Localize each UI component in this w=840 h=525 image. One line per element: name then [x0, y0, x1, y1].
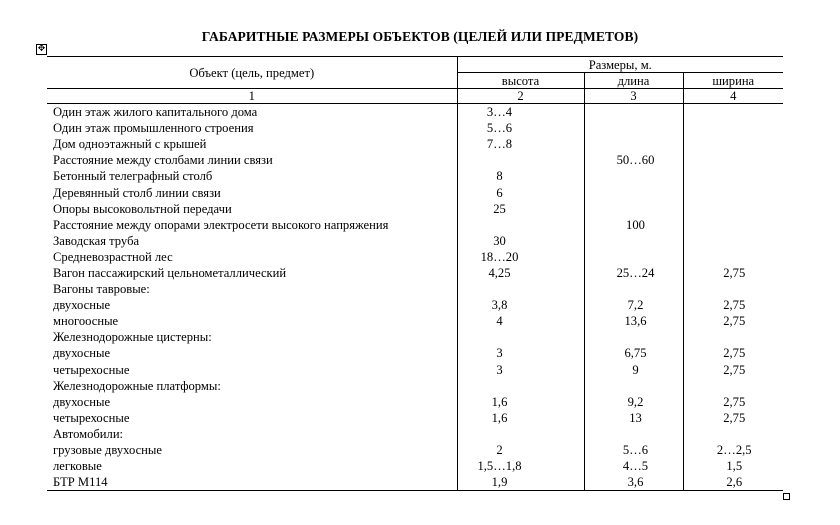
table-row — [47, 201, 783, 217]
width-cell — [683, 217, 783, 233]
width-cell: 2…2,5 — [716, 443, 752, 458]
width-cell: 2,75 — [723, 362, 746, 377]
object-cell: Бетонный телеграфный столб — [47, 168, 457, 184]
header-sizes-label: Размеры, м. — [588, 57, 652, 72]
length-cell — [584, 426, 683, 442]
object-cell: Вагон пассажирский цельнометаллический — [47, 265, 457, 281]
width-cell: 2,75 — [723, 410, 746, 425]
width-cell: 2,75 — [723, 394, 746, 409]
table-row — [47, 297, 783, 313]
object-cell: Один этаж промышленного строения — [47, 120, 457, 136]
object-cell: многоосные — [47, 313, 457, 329]
table-row — [47, 410, 783, 426]
length-cell — [584, 329, 683, 345]
width-cell: 2,75 — [723, 298, 746, 313]
object-cell: четырехосные — [47, 410, 457, 426]
length-cell — [584, 281, 683, 297]
height-cell — [457, 426, 584, 442]
col-number-1: 1 — [47, 89, 457, 104]
width-cell: 2,75 — [723, 346, 746, 361]
table-row — [47, 152, 783, 168]
height-cell — [457, 281, 584, 297]
length-cell: 25…24 — [584, 265, 683, 281]
table-row — [47, 249, 783, 265]
length-cell: 4…5 — [584, 458, 683, 474]
width-cell — [683, 201, 783, 217]
object-cell: Деревянный столб линии связи — [47, 184, 457, 200]
col-number-2: 2 — [457, 89, 584, 104]
length-cell — [584, 184, 683, 200]
object-cell: Один этаж жилого капитального дома — [47, 104, 457, 121]
length-cell — [584, 249, 683, 265]
height-cell: 2 — [457, 442, 584, 458]
height-cell — [457, 329, 584, 345]
table-row — [47, 136, 783, 152]
length-cell — [584, 104, 683, 121]
width-cell — [683, 281, 783, 297]
object-cell: двухосные — [47, 345, 457, 361]
length-cell — [584, 120, 683, 136]
table-row — [47, 120, 783, 136]
object-cell: легковые — [47, 458, 457, 474]
height-cell: 4 — [457, 313, 584, 329]
height-cell: 1,6 — [457, 410, 584, 426]
table-row — [47, 442, 783, 458]
width-cell: 1,5 — [726, 459, 743, 474]
table-row — [47, 378, 783, 394]
height-cell: 1,6 — [457, 394, 584, 410]
length-cell: 13 — [584, 410, 683, 426]
length-cell: 6,75 — [584, 345, 683, 361]
length-cell — [584, 201, 683, 217]
height-cell — [457, 378, 584, 394]
width-cell: 2,75 — [723, 314, 746, 329]
width-cell — [683, 104, 783, 121]
col-number-3: 3 — [584, 89, 683, 104]
col-number-4: 4 — [683, 89, 783, 104]
table-row — [47, 426, 783, 442]
length-cell: 9 — [584, 362, 683, 378]
table-resize-handle[interactable] — [783, 493, 790, 500]
height-cell: 8 — [457, 168, 584, 184]
table-row — [47, 345, 783, 361]
length-cell — [584, 136, 683, 152]
height-cell: 30 — [457, 233, 584, 249]
table-row — [47, 394, 783, 410]
table-row — [47, 458, 783, 474]
height-cell: 1,9 — [457, 474, 584, 491]
header-object: Объект (цель, предмет) — [47, 57, 457, 89]
table-row — [47, 474, 783, 491]
table-row — [47, 313, 783, 329]
table-row — [47, 233, 783, 249]
length-cell: 100 — [584, 217, 683, 233]
width-cell: 2,75 — [723, 265, 746, 280]
table-row — [47, 168, 783, 184]
width-cell — [683, 120, 783, 136]
height-cell: 3,8 — [457, 297, 584, 313]
height-cell: 3 — [457, 345, 584, 361]
height-cell: 6 — [457, 184, 584, 200]
length-cell — [584, 233, 683, 249]
length-cell: 5…6 — [584, 442, 683, 458]
width-cell — [683, 168, 783, 184]
object-cell: Автомобили: — [47, 426, 457, 442]
height-cell: 18…20 — [457, 249, 584, 265]
object-cell: Железнодорожные платформы: — [47, 378, 457, 394]
object-cell: грузовые двухосные — [47, 442, 457, 458]
length-cell: 9,2 — [584, 394, 683, 410]
table-body — [47, 104, 783, 491]
table-move-handle-icon[interactable]: ✥ — [37, 44, 46, 54]
object-cell: Средневозрастной лес — [47, 249, 457, 265]
length-cell: 3,6 — [584, 474, 683, 491]
width-cell — [683, 233, 783, 249]
height-cell — [457, 217, 584, 233]
object-cell: двухосные — [47, 394, 457, 410]
table-row — [47, 265, 783, 281]
object-cell: БТР М114 — [47, 474, 457, 491]
table-row — [47, 362, 783, 378]
object-cell: двухосные — [47, 297, 457, 313]
object-cell: Дом одноэтажный с крышей — [47, 136, 457, 152]
table-row — [47, 217, 783, 233]
height-cell: 1,5…1,8 — [457, 458, 584, 474]
table-row — [47, 329, 783, 345]
header-length: длина — [584, 73, 683, 89]
height-cell: 3 — [457, 362, 584, 378]
object-cell: четырехосные — [47, 362, 457, 378]
height-cell: 5…6 — [457, 120, 584, 136]
width-cell — [683, 378, 783, 394]
width-cell — [683, 152, 783, 168]
table-row — [47, 104, 783, 121]
length-cell: 50…60 — [584, 152, 683, 168]
length-cell: 7,2 — [584, 297, 683, 313]
dimensions-table — [47, 56, 783, 491]
width-cell — [683, 426, 783, 442]
header-sizes — [457, 57, 783, 73]
length-cell: 13,6 — [584, 313, 683, 329]
width-cell — [683, 249, 783, 265]
width-cell — [683, 136, 783, 152]
table-row — [47, 184, 783, 200]
height-cell: 3…4 — [457, 104, 584, 121]
header-width: ширина — [683, 73, 783, 89]
height-cell: 4,25 — [457, 265, 584, 281]
header-height: высота — [457, 73, 584, 89]
length-cell — [584, 378, 683, 394]
width-cell — [683, 329, 783, 345]
object-cell: Опоры высоковольтной передачи — [47, 201, 457, 217]
table-row — [47, 281, 783, 297]
width-cell: 2,6 — [683, 474, 783, 491]
height-cell — [457, 152, 584, 168]
object-cell: Железнодорожные цистерны: — [47, 329, 457, 345]
height-cell: 7…8 — [457, 136, 584, 152]
width-cell — [683, 184, 783, 200]
document-title: ГАБАРИТНЫЕ РАЗМЕРЫ ОБЪЕКТОВ (ЦЕЛЕЙ ИЛИ ПРЕДМЕТОВ) — [201, 29, 639, 44]
object-cell: Расстояние между опорами электросети высокого напряжения — [47, 217, 457, 233]
length-cell — [584, 168, 683, 184]
object-cell: Заводская труба — [47, 233, 457, 249]
object-cell: Расстояние между столбами линии связи — [47, 152, 457, 168]
object-cell: Вагоны тавровые: — [47, 281, 457, 297]
height-cell: 25 — [457, 201, 584, 217]
